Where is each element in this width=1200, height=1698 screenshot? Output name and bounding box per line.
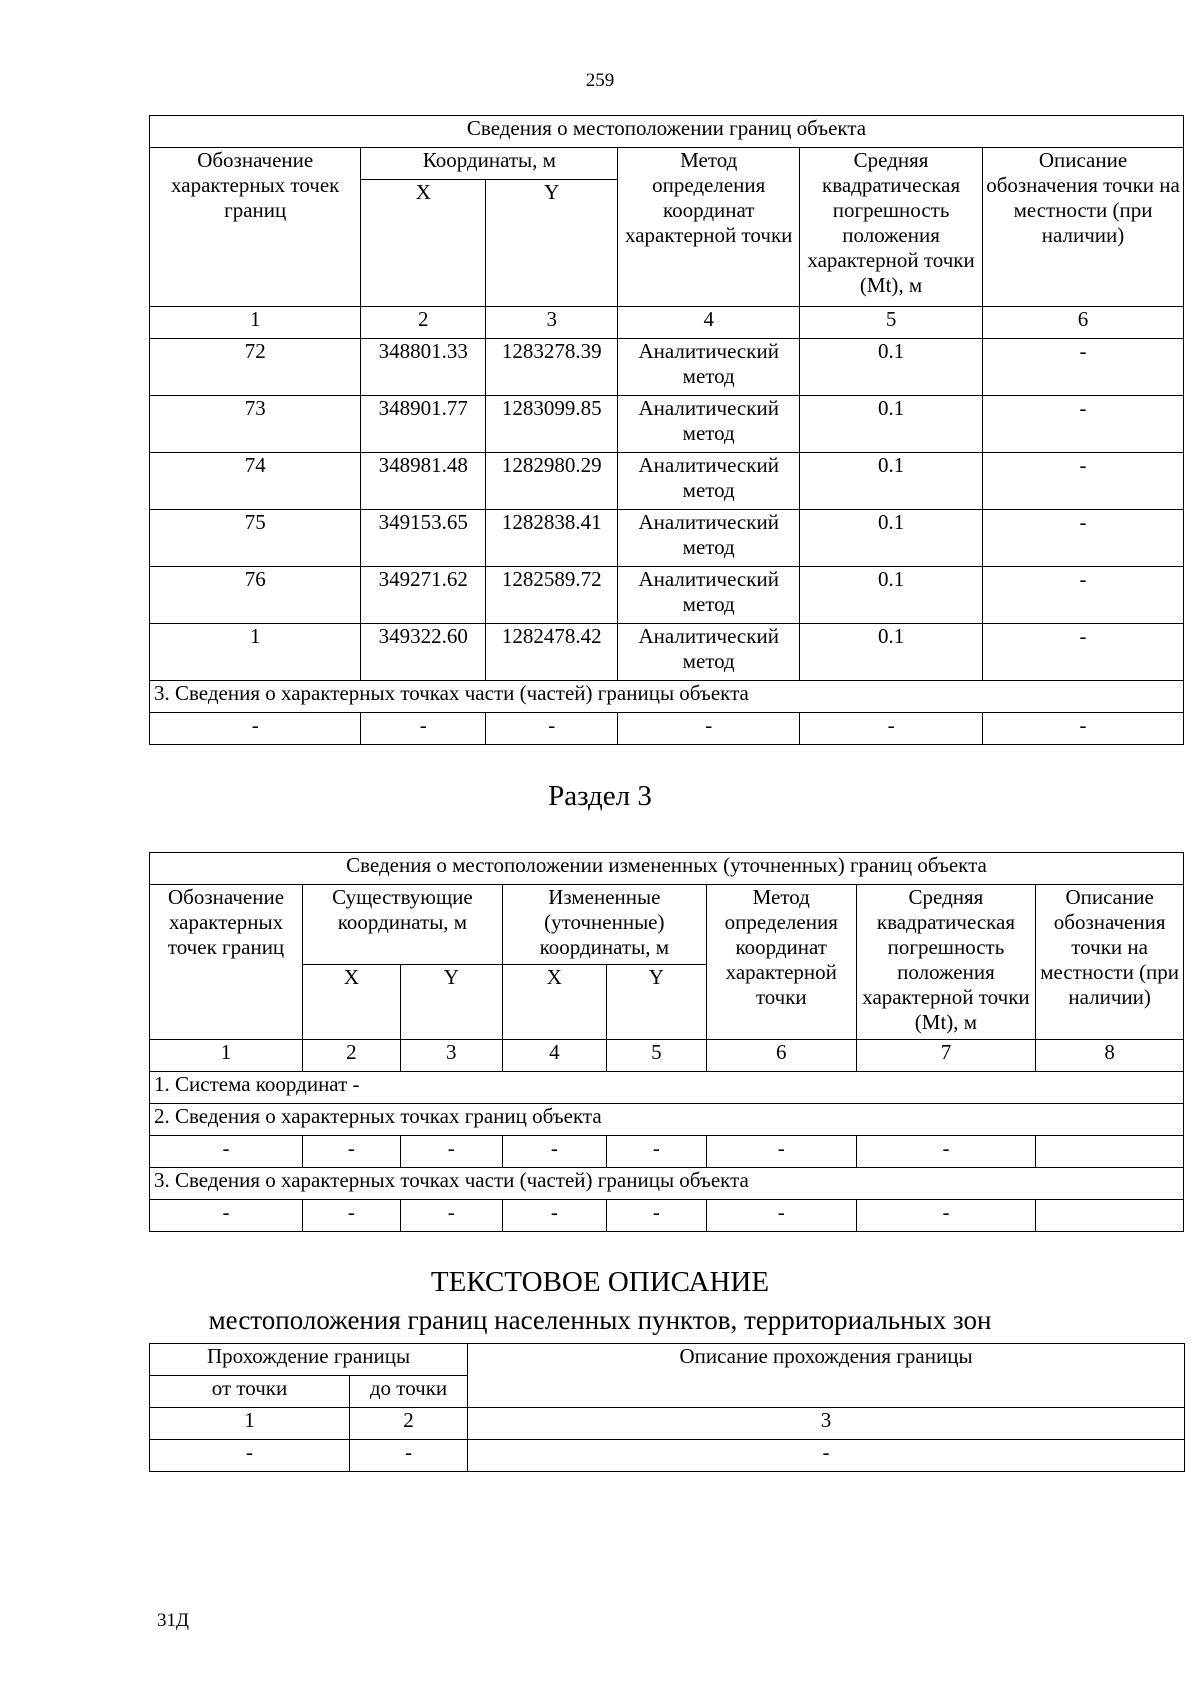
empty-cell bbox=[1036, 1200, 1184, 1232]
header-description: Описание обозначения точки на местности (при наличии) bbox=[983, 148, 1184, 307]
empty-cell: - bbox=[502, 1200, 606, 1232]
header-passage-description: Описание прохождения границы bbox=[468, 1344, 1185, 1408]
col-number: 6 bbox=[706, 1040, 856, 1072]
empty-cell: - bbox=[400, 1200, 502, 1232]
empty-cell: - bbox=[150, 1200, 303, 1232]
boundary-location-table bbox=[149, 115, 1184, 745]
coord-x: 349271.62 bbox=[361, 567, 486, 624]
col-number: 7 bbox=[856, 1040, 1036, 1072]
empty-cell: - bbox=[400, 1136, 502, 1168]
description: - bbox=[983, 567, 1184, 624]
method: Аналитический метод bbox=[618, 624, 800, 681]
table-row bbox=[150, 510, 1184, 567]
column-number-row bbox=[150, 1408, 1185, 1440]
text-description-title: ТЕКСТОВОЕ ОПИСАНИЕ bbox=[430, 1266, 770, 1298]
header-changed-coordinates: Измененные (уточненные) координаты, м bbox=[502, 885, 706, 965]
col-number: 1 bbox=[150, 1408, 350, 1440]
point-id: 1 bbox=[150, 624, 361, 681]
column-number-row bbox=[150, 307, 1184, 339]
header-description: Описание обозначения точки на местности (при наличии) bbox=[1036, 885, 1184, 1040]
error: 0.1 bbox=[800, 339, 983, 396]
col-number: 4 bbox=[502, 1040, 606, 1072]
col-number: 3 bbox=[400, 1040, 502, 1072]
empty-cell: - bbox=[606, 1200, 706, 1232]
empty-cell: - bbox=[303, 1136, 401, 1168]
header-passage: Прохождение границы bbox=[150, 1344, 468, 1376]
coord-y: 1283099.85 bbox=[486, 396, 618, 453]
col-number: 3 bbox=[468, 1408, 1185, 1440]
error: 0.1 bbox=[800, 396, 983, 453]
empty-cell: - bbox=[502, 1136, 606, 1168]
coord-x: 348801.33 bbox=[361, 339, 486, 396]
coord-y: 1283278.39 bbox=[486, 339, 618, 396]
col-number: 6 bbox=[983, 307, 1184, 339]
coord-x: 349322.60 bbox=[361, 624, 486, 681]
header-existing-coordinates: Существующие координаты, м bbox=[303, 885, 503, 965]
header-error: Средняя квадратическая погрешность положения характерной точки (Mt), м bbox=[800, 148, 983, 307]
table-row bbox=[150, 1136, 1184, 1168]
table-row bbox=[150, 453, 1184, 510]
description: - bbox=[983, 453, 1184, 510]
col-number: 1 bbox=[150, 1040, 303, 1072]
table-row bbox=[150, 624, 1184, 681]
empty-cell: - bbox=[983, 713, 1184, 745]
empty-cell: - bbox=[856, 1136, 1036, 1168]
empty-cell: - bbox=[468, 1440, 1185, 1472]
coord-y: 1282980.29 bbox=[486, 453, 618, 510]
error: 0.1 bbox=[800, 510, 983, 567]
section-title: Раздел 3 bbox=[548, 780, 652, 812]
col-number: 3 bbox=[486, 307, 618, 339]
empty-cell: - bbox=[706, 1200, 856, 1232]
method: Аналитический метод bbox=[618, 339, 800, 396]
col-number: 2 bbox=[303, 1040, 401, 1072]
part-section-heading: 3. Сведения о характерных точках части (частей) границы объекта bbox=[150, 1168, 1184, 1200]
footer-code: 31Д bbox=[157, 1610, 189, 1631]
boundary-passage-table bbox=[149, 1343, 1185, 1472]
header-y: Y bbox=[400, 965, 502, 1040]
header-x: X bbox=[361, 180, 486, 307]
table-caption: Сведения о местоположении измененных (уточненных) границ объекта bbox=[150, 853, 1184, 885]
empty-cell: - bbox=[606, 1136, 706, 1168]
page-number: 259 bbox=[585, 70, 615, 91]
coord-x: 349153.65 bbox=[361, 510, 486, 567]
point-id: 73 bbox=[150, 396, 361, 453]
empty-cell bbox=[1036, 1136, 1184, 1168]
header-x: X bbox=[303, 965, 401, 1040]
error: 0.1 bbox=[800, 567, 983, 624]
point-id: 75 bbox=[150, 510, 361, 567]
empty-cell: - bbox=[361, 713, 486, 745]
part-section-heading: 3. Сведения о характерных точках части (частей) границы объекта bbox=[150, 681, 1184, 713]
col-number: 5 bbox=[800, 307, 983, 339]
table-row bbox=[150, 339, 1184, 396]
table-row bbox=[150, 713, 1184, 745]
method: Аналитический метод bbox=[618, 510, 800, 567]
header-method: Метод определения координат характерной точки bbox=[618, 148, 800, 307]
header-to-point: до точки bbox=[350, 1376, 468, 1408]
table-caption: Сведения о местоположении границ объекта bbox=[150, 116, 1184, 148]
point-id: 72 bbox=[150, 339, 361, 396]
method: Аналитический метод bbox=[618, 396, 800, 453]
description: - bbox=[983, 624, 1184, 681]
empty-cell: - bbox=[350, 1440, 468, 1472]
coord-y: 1282589.72 bbox=[486, 567, 618, 624]
description: - bbox=[983, 339, 1184, 396]
header-designation: Обозначение характерных точек границ bbox=[150, 885, 303, 1040]
column-number-row bbox=[150, 1040, 1184, 1072]
method: Аналитический метод bbox=[618, 453, 800, 510]
header-y: Y bbox=[486, 180, 618, 307]
error: 0.1 bbox=[800, 453, 983, 510]
header-designation: Обозначение характерных точек границ bbox=[150, 148, 361, 307]
description: - bbox=[983, 510, 1184, 567]
empty-cell: - bbox=[486, 713, 618, 745]
header-error: Средняя квадратическая погрешность положения характерной точки (Mt), м bbox=[856, 885, 1036, 1040]
point-id: 76 bbox=[150, 567, 361, 624]
col-number: 8 bbox=[1036, 1040, 1184, 1072]
changed-boundary-table bbox=[149, 852, 1184, 1232]
table-row bbox=[150, 396, 1184, 453]
empty-cell: - bbox=[150, 1440, 350, 1472]
text-description-subtitle: местоположения границ населенных пунктов, территориальных зон bbox=[208, 1305, 992, 1335]
header-coordinates: Координаты, м bbox=[361, 148, 618, 180]
empty-cell: - bbox=[150, 713, 361, 745]
error: 0.1 bbox=[800, 624, 983, 681]
col-number: 2 bbox=[350, 1408, 468, 1440]
header-y: Y bbox=[606, 965, 706, 1040]
coord-x: 348901.77 bbox=[361, 396, 486, 453]
empty-cell: - bbox=[303, 1200, 401, 1232]
col-number: 5 bbox=[606, 1040, 706, 1072]
col-number: 4 bbox=[618, 307, 800, 339]
description: - bbox=[983, 396, 1184, 453]
coord-x: 348981.48 bbox=[361, 453, 486, 510]
empty-cell: - bbox=[856, 1200, 1036, 1232]
col-number: 1 bbox=[150, 307, 361, 339]
empty-cell: - bbox=[150, 1136, 303, 1168]
empty-cell: - bbox=[800, 713, 983, 745]
empty-cell: - bbox=[618, 713, 800, 745]
empty-cell: - bbox=[706, 1136, 856, 1168]
point-id: 74 bbox=[150, 453, 361, 510]
points-section-heading: 2. Сведения о характерных точках границ объекта bbox=[150, 1104, 1184, 1136]
method: Аналитический метод bbox=[618, 567, 800, 624]
coord-y: 1282838.41 bbox=[486, 510, 618, 567]
coordinate-system-row: 1. Система координат - bbox=[150, 1072, 1184, 1104]
table-row bbox=[150, 1200, 1184, 1232]
header-x: X bbox=[502, 965, 606, 1040]
col-number: 2 bbox=[361, 307, 486, 339]
coord-y: 1282478.42 bbox=[486, 624, 618, 681]
table-row bbox=[150, 1440, 1185, 1472]
header-method: Метод определения координат характерной точки bbox=[706, 885, 856, 1040]
header-from-point: от точки bbox=[150, 1376, 350, 1408]
table-row bbox=[150, 567, 1184, 624]
